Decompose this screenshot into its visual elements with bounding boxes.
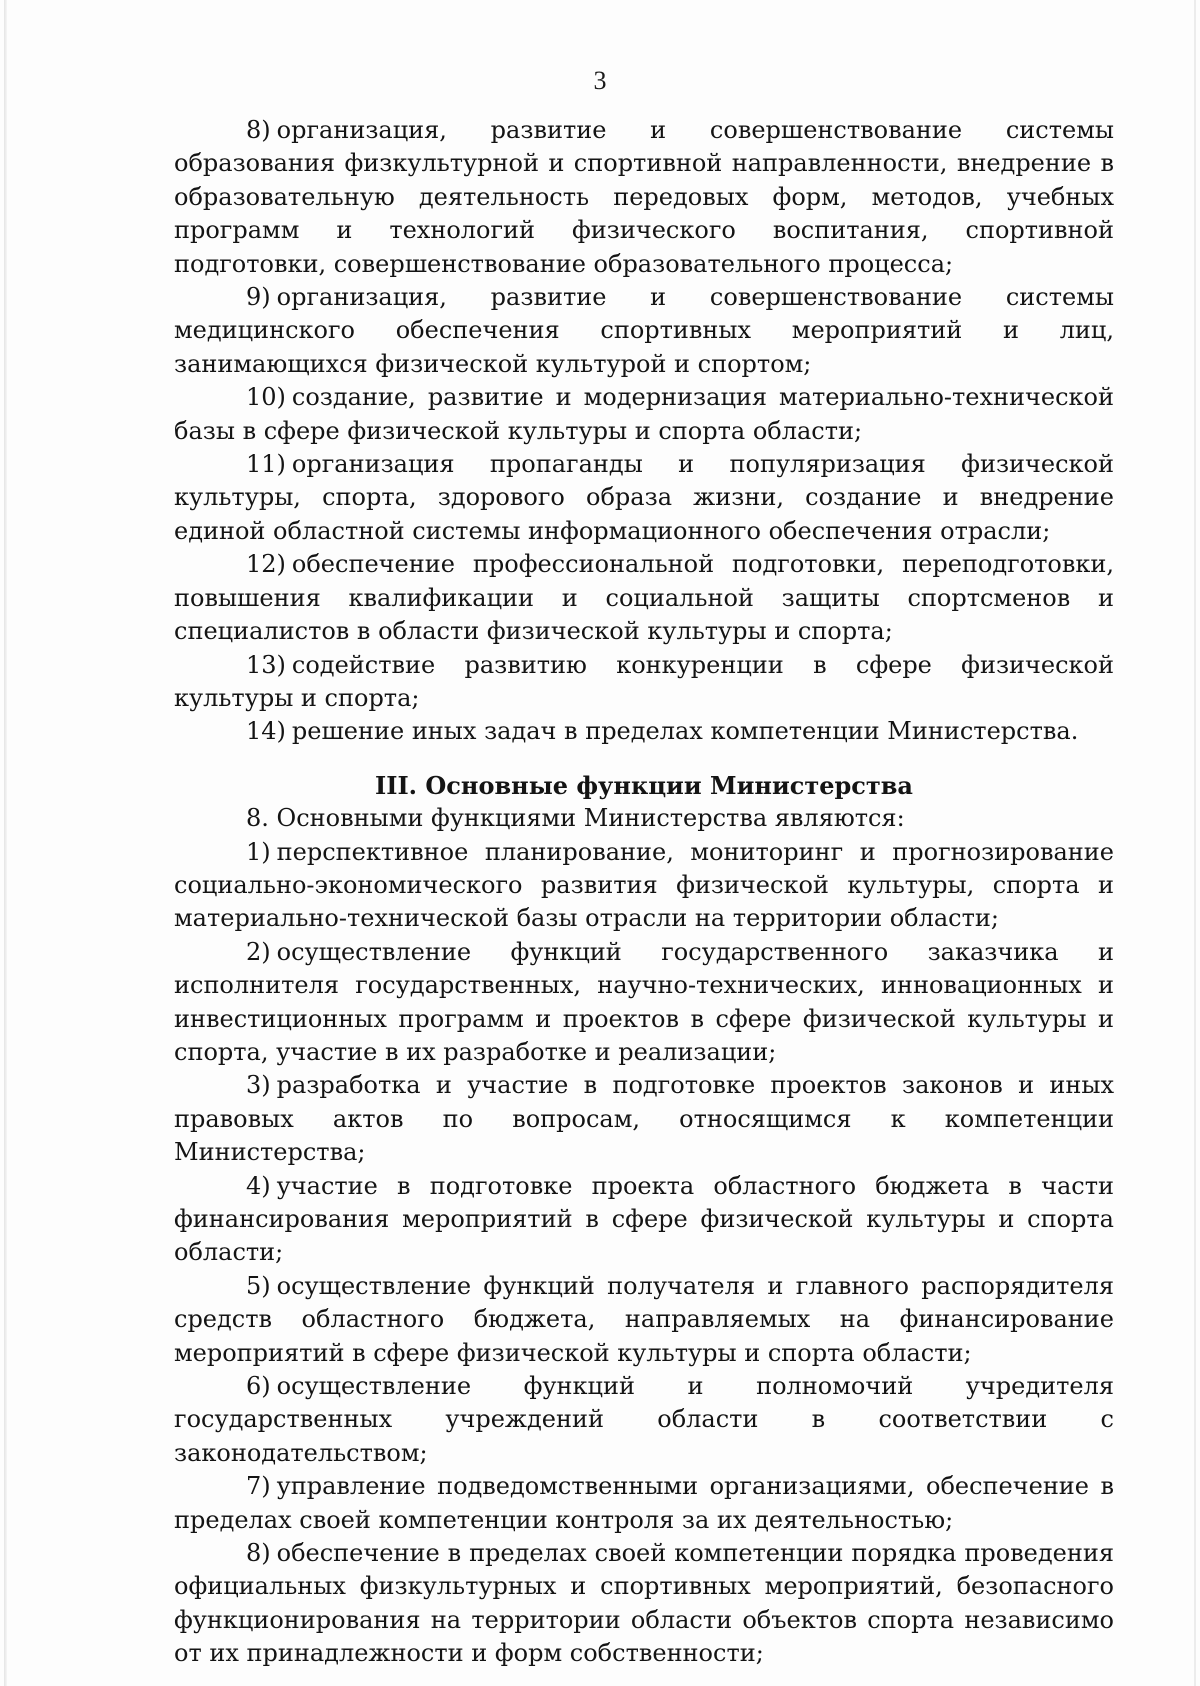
item-text: управление подведомственными организациями, обеспечение в пределах своей компетенции контроля за их деятельностью;: [174, 1472, 1114, 1534]
item-text: осуществление функций получателя и главного распорядителя средств областного бюджета, направляемых на финансирование мероприятий в сфере физической культуры и спорта области;: [174, 1271, 1114, 1367]
list-item: [174, 281, 1114, 381]
item-number: 1): [246, 837, 271, 866]
item-number: 8): [246, 116, 271, 144]
item-text: обеспечение профессиональной подготовки, переподготовки, повышения квалификации и социальной защиты спортсменов и специалистов в области физической культуры и спорта;: [174, 550, 1114, 646]
list-item: [174, 1069, 1114, 1169]
section-heading: III. Основные функции Министерства: [375, 770, 913, 800]
item-number: 6): [246, 1372, 271, 1401]
list-item: [174, 836, 1114, 936]
item-number: 10): [246, 383, 286, 412]
list-item: [174, 114, 1114, 281]
scan-edge-right: [1194, 0, 1196, 1686]
list-item: [174, 1470, 1114, 1537]
list-item: [174, 649, 1114, 716]
list-item: [174, 1537, 1114, 1671]
item-text: содействие развитию конкуренции в сфере физической культуры и спорта;: [174, 650, 1114, 712]
list-item: [174, 936, 1114, 1070]
item-text: участие в подготовке проекта областного бюджета в части финансирования мероприятий в сфере физической культуры и спорта области;: [174, 1171, 1114, 1267]
item-number: 7): [246, 1472, 271, 1501]
item-text: организация, развитие и совершенствование системы образования физкультурной и спортивной направленности, внедрение в образовательную деятельность передовых форм, методов, учебных программ и технологий физического воспитания, спортивной подготовки, совершенствование образовательного процесса;: [174, 116, 1114, 278]
item-text: организация пропаганды и популяризация физической культуры, спорта, здорового образа жизни, создание и внедрение единой областной системы информационного обеспечения отрасли;: [174, 450, 1114, 545]
list-item: [174, 548, 1114, 648]
item-text: перспективное планирование, мониторинг и прогнозирование социально-экономического развития физической культуры, спорта и материально-технической базы отрасли на территории области;: [174, 837, 1114, 933]
item-text: обеспечение в пределах своей компетенции порядка проведения официальных физкультурных и спортивных мероприятий, безопасного функционирования на территории области объектов спорта независимо от их принадлежности и форм собственности;: [174, 1539, 1114, 1668]
item-text: создание, развитие и модернизация материально-технической базы в сфере физической культуры и спорта области;: [174, 383, 1114, 445]
item-number: 11): [246, 450, 286, 479]
item-number: 3): [246, 1071, 271, 1100]
scan-edge-left: [4, 0, 7, 1686]
item-number: 9): [246, 283, 271, 312]
list-item: [174, 1270, 1114, 1370]
item-number: 8): [246, 1539, 271, 1568]
item-number: 14): [246, 717, 286, 746]
list-item: [174, 1170, 1114, 1270]
item-number: 4): [246, 1171, 271, 1200]
list-item: [174, 715, 1114, 748]
list-item: [174, 381, 1114, 448]
page-number: 3: [593, 66, 607, 95]
item-number: 13): [246, 650, 286, 679]
item-text: осуществление функций государственного заказчика и исполнителя государственных, научно-технических, инновационных и инвестиционных программ и проектов в сфере физической культуры и спорта, участие в их разработке и реализации;: [174, 937, 1114, 1066]
item-text: осуществление функций и полномочий учредителя государственных учреждений области в соответствии с законодательством;: [174, 1372, 1114, 1467]
section-intro: 8. Основными функциями Министерства являются:: [246, 804, 905, 833]
list-item: [174, 1370, 1114, 1470]
item-number: 12): [246, 550, 286, 579]
item-text: организация, развитие и совершенствование системы медицинского обеспечения спортивных мероприятий и лиц, занимающихся физической культурой и спортом;: [174, 283, 1114, 378]
item-number: 5): [246, 1271, 271, 1300]
item-text: решение иных задач в пределах компетенции Министерства.: [291, 717, 1079, 746]
document-body: [174, 114, 1114, 1671]
item-text: разработка и участие в подготовке проектов законов и иных правовых актов по вопросам, относящимся к компетенции Министерства;: [174, 1071, 1114, 1167]
list-item: [174, 448, 1114, 548]
item-number: 2): [246, 937, 271, 966]
